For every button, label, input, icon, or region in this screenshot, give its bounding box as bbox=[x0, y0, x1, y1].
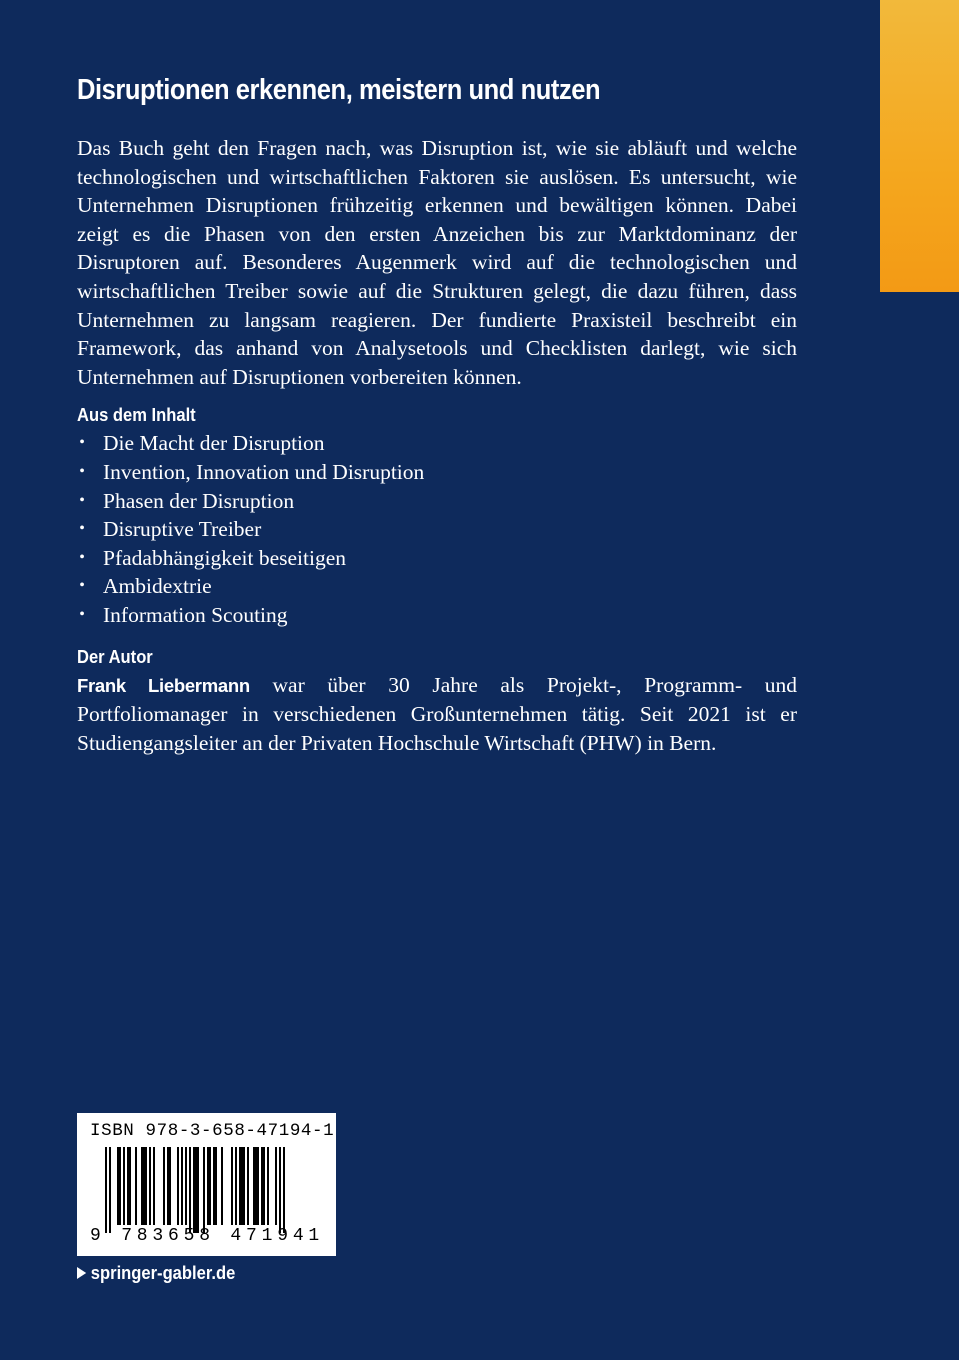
barcode-bar bbox=[141, 1147, 147, 1225]
barcode-bar bbox=[149, 1147, 151, 1225]
barcode-bar bbox=[261, 1147, 265, 1225]
barcode-bar bbox=[123, 1147, 125, 1225]
list-item bbox=[77, 487, 797, 516]
barcode-bar bbox=[275, 1147, 277, 1225]
toc-list bbox=[77, 429, 797, 629]
list-item bbox=[77, 544, 797, 573]
barcode-bar bbox=[109, 1147, 111, 1233]
barcode-bar bbox=[181, 1147, 183, 1225]
barcode-bar bbox=[235, 1147, 237, 1225]
toc-item-label: Invention, Innovation und Disruption bbox=[103, 459, 425, 484]
accent-strip bbox=[880, 0, 959, 292]
barcode-bar bbox=[253, 1147, 259, 1225]
barcode-bar bbox=[177, 1147, 179, 1225]
description: Das Buch geht den Fragen nach, was Disruption ist, wie sie abläuft und welche technologischen und wirtschaftlichen Faktoren sie auslösen. Es untersucht, wie Unternehmen Disruptionen frühzeitig erkennen und bewältigen können. Dabei zeigt es die Phasen von den ersten Anzeichen bis zur Marktdominanz der Disruptoren auf. Besonderes Augenmerk wird auf die technologischen und wirtschaftlichen Treiber sowie auf die Strukturen gelegt, die dazu führen, dass Unternehmen zu langsam reagieren. Der fundierte Praxisteil beschreibt ein Framework, das anhand von Analysetools und Checklisten darlegt, wie sich Unternehmen auf Disruptionen vorbereiten können. bbox=[77, 136, 797, 389]
bullet: • bbox=[79, 462, 85, 480]
barcode-bar bbox=[267, 1147, 269, 1225]
barcode-bar bbox=[127, 1147, 131, 1225]
isbn-label: ISBN 978-3-658-47194-1 bbox=[90, 1121, 335, 1141]
list-item bbox=[77, 429, 797, 458]
author-heading: Der Autor bbox=[77, 646, 153, 667]
barcode-bars bbox=[105, 1147, 309, 1233]
barcode-bar bbox=[153, 1147, 155, 1225]
barcode-bar bbox=[185, 1147, 187, 1225]
barcode-bar bbox=[117, 1147, 121, 1225]
barcode-bar bbox=[167, 1147, 171, 1225]
barcode-bar bbox=[193, 1147, 199, 1233]
barcode-bar bbox=[203, 1147, 205, 1233]
bullet: • bbox=[79, 520, 85, 538]
barcode-bar bbox=[213, 1147, 217, 1225]
barcode-bar bbox=[163, 1147, 165, 1225]
toc-heading: Aus dem Inhalt bbox=[77, 405, 196, 426]
barcode-bar bbox=[189, 1147, 191, 1233]
barcode-digits: 9 783658 471941 bbox=[90, 1226, 325, 1246]
headline: Disruptionen erkennen, meistern und nutzen bbox=[77, 74, 601, 106]
barcode-bar bbox=[207, 1147, 211, 1225]
toc-item-label: Disruptive Treiber bbox=[103, 517, 262, 542]
list-item bbox=[77, 458, 797, 487]
bullet: • bbox=[79, 491, 85, 509]
toc-item-label: Die Macht der Disruption bbox=[103, 431, 325, 456]
toc-item-label: Ambidextrie bbox=[103, 574, 212, 599]
author-bio bbox=[77, 671, 797, 758]
toc-item-label: Information Scouting bbox=[103, 602, 288, 627]
list-item bbox=[77, 515, 797, 544]
toc-item-label: Pfadabhängigkeit beseitigen bbox=[103, 545, 346, 570]
bullet: • bbox=[79, 577, 85, 595]
list-item bbox=[77, 572, 797, 601]
website-label: springer-gabler.de bbox=[90, 1263, 236, 1283]
arrow-right-icon bbox=[77, 1267, 86, 1279]
author-bio-text: war über 30 Jahre als Projekt-, Programm- und Portfoliomanager in verschiedenen Großunternehmen tätig. Seit 2021 ist er Studiengangsleiter an der Privaten Hochschule Wirtschaft (PHW) in Bern. bbox=[77, 672, 798, 755]
barcode-bar bbox=[135, 1147, 137, 1225]
barcode-bar bbox=[221, 1147, 223, 1225]
back-cover-content bbox=[77, 70, 797, 757]
list-item bbox=[77, 601, 797, 630]
barcode-bar bbox=[279, 1147, 281, 1233]
bullet: • bbox=[79, 548, 85, 566]
toc-item-label: Phasen der Disruption bbox=[103, 488, 295, 513]
publisher-website[interactable] bbox=[77, 1262, 235, 1284]
isbn-barcode bbox=[77, 1113, 336, 1256]
author-name: Frank Liebermann bbox=[77, 674, 250, 696]
bullet: • bbox=[79, 434, 85, 452]
barcode-bar bbox=[231, 1147, 233, 1225]
bullet: • bbox=[79, 605, 85, 623]
barcode-bar bbox=[105, 1147, 107, 1233]
barcode-bar bbox=[283, 1147, 285, 1233]
barcode-bar bbox=[239, 1147, 245, 1225]
barcode-bar bbox=[247, 1147, 249, 1225]
